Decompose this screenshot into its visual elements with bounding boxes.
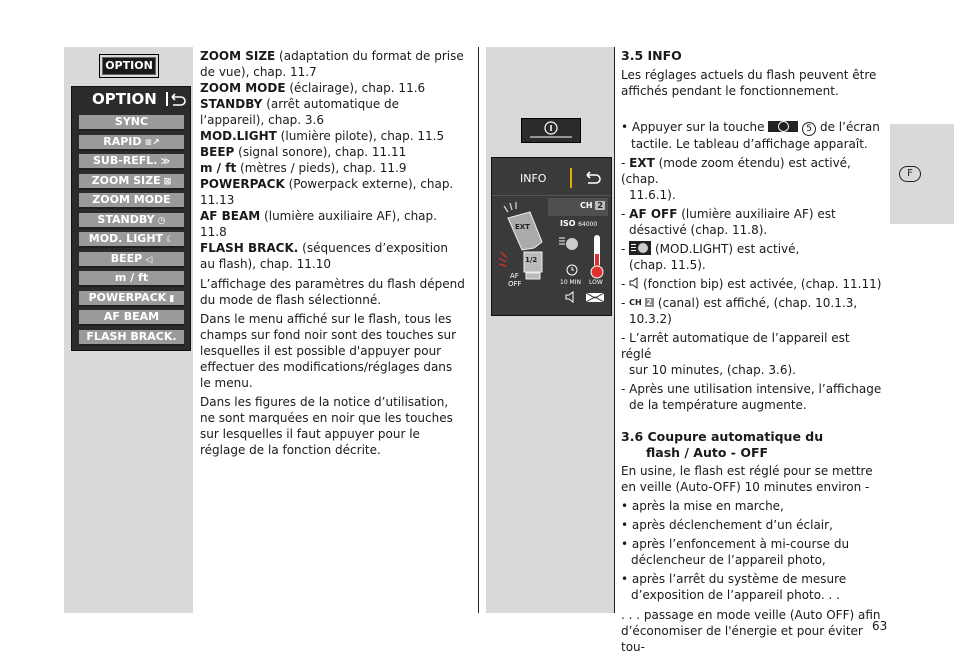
section-3-5-intro: Les réglages actuels du flash peuvent être affichés pendant le fonctionnement. [621, 68, 877, 98]
channel-badge [580, 201, 605, 210]
item-beep [621, 276, 883, 292]
option-small-label: OPTION [105, 59, 153, 72]
entry-mod-light [200, 128, 465, 144]
option-button-small[interactable] [99, 54, 159, 78]
closing-line-b: d’économiser de l'énergie et pour éviter tou- [621, 624, 863, 654]
off-label: OFF [508, 280, 522, 288]
temperature-label: LOW [589, 279, 603, 286]
item-ch-cont: 10.3.2) [629, 312, 672, 326]
speaker-icon-screen [565, 291, 575, 303]
channel-value: 2 [597, 201, 603, 210]
paragraph-display-depends: L’affichage des paramètres du flash dépend du mode de flash sélectionné. [200, 277, 465, 307]
item-ch-dash: - [621, 296, 630, 310]
zoom-size-icon: ⊠ [160, 176, 172, 187]
entry-standby [200, 96, 465, 128]
auto-off-bullet: • après l’enfoncement à mi-course du [621, 537, 850, 551]
menu-item-flash-brack[interactable] [79, 330, 184, 346]
item-mod-cont: (chap. 11.5). [629, 258, 706, 272]
right-column [621, 48, 883, 655]
menu-item-label: ZOOM MODE [92, 193, 171, 206]
ext-label: EXT [515, 223, 530, 231]
entry-flash-brack [200, 240, 465, 272]
entry-desc: (signal sonore), chap. 11.11 [234, 145, 407, 159]
entry-term: BEEP [200, 145, 235, 159]
item-mod-desc: (MOD.LIGHT) est activé, [651, 242, 800, 256]
ratio-label: 1/2 [525, 256, 538, 264]
info-icon [522, 119, 580, 142]
channel-icon-value: 2 [646, 298, 653, 307]
channel-icon [629, 298, 654, 307]
info-divider [570, 168, 572, 188]
menu-item-label: ZOOM SIZE [91, 173, 161, 187]
channel-icon-label: CH [629, 298, 642, 307]
item-ext-desc: (mode zoom étendu) est activé, (chap. [621, 156, 851, 186]
item-ch-desc: (canal) est affiché, (chap. 10.1.3, [654, 296, 858, 310]
menu-item-beep[interactable] [79, 252, 184, 268]
item-af-term: AF OFF [629, 207, 678, 221]
paragraph-black-fields: Dans le menu affiché sur le flash, tous les champs sur fond noir sont des touches sur lesquelles il est possible d'appuyer pour effectuer des modifications/réglages dans le menu. [200, 312, 457, 390]
item-beep-dash: - [621, 277, 630, 291]
entry-zoom-mode [200, 80, 465, 96]
speaker-icon [629, 277, 639, 289]
mod-light-icon: ☾ [163, 235, 175, 245]
af-label: AF [510, 272, 519, 280]
menu-item-label: AF BEAM [103, 310, 160, 323]
entry-zoom-size [200, 48, 465, 80]
menu-item-label: m / ft [114, 271, 149, 284]
info-button-small[interactable] [521, 118, 581, 143]
touch-instruction-a: • Appuyer sur la touche [621, 120, 769, 134]
iso-readout [560, 219, 597, 228]
page-number: 63 [872, 619, 888, 633]
entry-desc: (éclairage), chap. 11.6 [285, 81, 426, 95]
section-3-6-intro: En usine, le flash est réglé pour se mettre en veille (Auto-OFF) 10 minutes environ - [621, 464, 873, 494]
menu-item-m-ft[interactable] [79, 271, 184, 287]
info-display-screen [491, 157, 612, 316]
touch-instruction-b: de l’écran [816, 120, 880, 134]
channel-label: CH [580, 201, 593, 210]
item-af-desc: (lumière auxiliaire AF) est [677, 207, 836, 221]
info-screen-title: INFO [520, 172, 547, 185]
menu-item-label: MOD. LIGHT [88, 232, 164, 245]
back-icon[interactable] [164, 89, 186, 109]
item-mod-dash: - [621, 242, 630, 256]
menu-item-mod-light[interactable] [79, 232, 184, 248]
iso-label: ISO [560, 219, 576, 228]
entry-term: m / ft [200, 161, 237, 175]
menu-item-af-beam[interactable] [79, 310, 184, 326]
entry-powerpack [200, 176, 465, 208]
flash-head-icon [496, 202, 556, 292]
closing-line-a: . . . passage en mode veille (Auto OFF) afin [621, 608, 881, 622]
mod-light-icon-screen [558, 235, 580, 251]
menu-item-sync[interactable] [79, 115, 184, 131]
menu-item-label: RAPID [103, 134, 142, 148]
item-ext [621, 155, 883, 187]
item-ext-term: EXT [629, 156, 655, 170]
entry-desc: (Powerpack externe), chap. 11.13 [200, 177, 454, 207]
item-ext-cont: 11.6.1). [629, 188, 676, 202]
auto-off-bullet: • après la mise en marche, [621, 499, 784, 513]
paragraph-figures: Dans les figures de la notice d’utilisation, ne sont marquées en noir que les touches sur lesquelles il faut appuyer pour le réglage de la fonction décrite. [200, 395, 453, 457]
menu-item-label: SYNC [114, 115, 149, 128]
item-channel [621, 295, 883, 311]
entry-term: STANDBY [200, 97, 263, 111]
entry-term: FLASH BRACK. [200, 241, 299, 255]
language-tab-label: F [899, 166, 921, 182]
circled-number-value: 5 [806, 124, 813, 134]
zoom-size-icon-screen [585, 292, 605, 303]
iso-value: 64000 [578, 221, 598, 228]
item-af-cont: désactivé (chap. 11.8). [629, 223, 768, 237]
menu-item-label: FLASH BRACK. [86, 329, 177, 343]
info-key-icon[interactable] [768, 121, 798, 132]
menu-item-rapid[interactable] [79, 135, 184, 151]
option-menu-title: OPTION [92, 90, 157, 108]
standby-label: 10 MIN [560, 279, 581, 286]
menu-item-label: STANDBY [97, 212, 155, 226]
entry-term: ZOOM MODE [200, 81, 286, 95]
entry-desc: (mètres / pieds), chap. 11.9 [236, 161, 407, 175]
touch-instruction-c: tactile. Le tableau d’affichage apparaît. [631, 137, 868, 151]
entry-desc: (arrêt automatique de l‘appareil), chap. 3.6 [200, 97, 400, 127]
speaker-icon: ◁ [142, 254, 153, 265]
mod-light-icon [629, 241, 651, 255]
entry-term: MOD.LIGHT [200, 129, 277, 143]
entry-term: POWERPACK [200, 177, 285, 191]
auto-off-bullet: déclencheur de l’appareil photo, [631, 553, 826, 567]
item-af-off [621, 206, 883, 222]
item-temp-cont: de la température augmente. [629, 398, 807, 412]
middle-column [200, 48, 465, 458]
item-af-dash: - [621, 207, 630, 221]
item-beep-desc: (fonction bip) est activée, (chap. 11.11) [639, 277, 882, 291]
sub-refl-icon: ≫ [157, 157, 171, 167]
menu-item-label: BEEP [110, 251, 143, 265]
auto-off-bullet: • après l’arrêt du système de mesure [621, 572, 847, 586]
menu-item-label: SUB-REFL. [92, 154, 158, 167]
column-divider-right [614, 47, 615, 613]
thermometer-icon [590, 234, 604, 280]
menu-item-zoom-size[interactable] [79, 174, 184, 190]
touch-instruction [621, 119, 883, 136]
entry-desc: (lumière pilote), chap. 11.5 [276, 129, 445, 143]
item-mod-light [621, 241, 883, 257]
entry-af-beam [200, 208, 465, 240]
auto-off-bullet: • après déclenchement d’un éclair, [621, 518, 833, 532]
section-3-6-heading-b: flash / Auto - OFF [646, 445, 769, 460]
entry-term: AF BEAM [200, 209, 261, 223]
section-3-6-heading-a: 3.6 Coupure automatique du [621, 429, 824, 444]
item-auto-off-cont: sur 10 minutes, (chap. 3.6). [629, 363, 796, 377]
menu-item-powerpack[interactable] [79, 291, 184, 307]
clock-icon-screen [566, 264, 578, 276]
column-divider-left [478, 47, 479, 613]
entry-desc: (séquences d’exposition au flash), chap. 11.10 [200, 241, 448, 271]
option-menu-screen [71, 86, 191, 351]
menu-item-sub-refl[interactable] [79, 154, 184, 170]
auto-off-bullet: d’exposition de l’appareil photo. . . [631, 588, 840, 602]
menu-item-standby[interactable] [79, 213, 184, 229]
entry-m-ft [200, 160, 465, 176]
menu-item-label: POWERPACK [88, 290, 167, 304]
entry-desc: (adaptation du format de prise de vue), chap. 11.7 [200, 49, 464, 79]
battery-icon: ▮ [166, 293, 175, 304]
item-temp: - Après une utilisation intensive, l’affichage [621, 382, 882, 396]
rapid-icon: ≡↗ [141, 137, 160, 148]
circled-number-5 [802, 122, 816, 136]
item-auto-off: - L’arrêt automatique de l’appareil est réglé [621, 331, 850, 361]
item-ext-dash: - [621, 156, 630, 170]
menu-item-zoom-mode[interactable] [79, 193, 184, 209]
entry-desc: (lumière auxiliaire AF), chap. 11.8 [200, 209, 437, 239]
entry-beep [200, 144, 465, 160]
entry-term: ZOOM SIZE [200, 49, 276, 63]
section-3-5-heading: 3.5 INFO [621, 48, 682, 63]
clock-icon: ◷ [154, 215, 166, 226]
back-icon-info[interactable] [582, 169, 604, 187]
